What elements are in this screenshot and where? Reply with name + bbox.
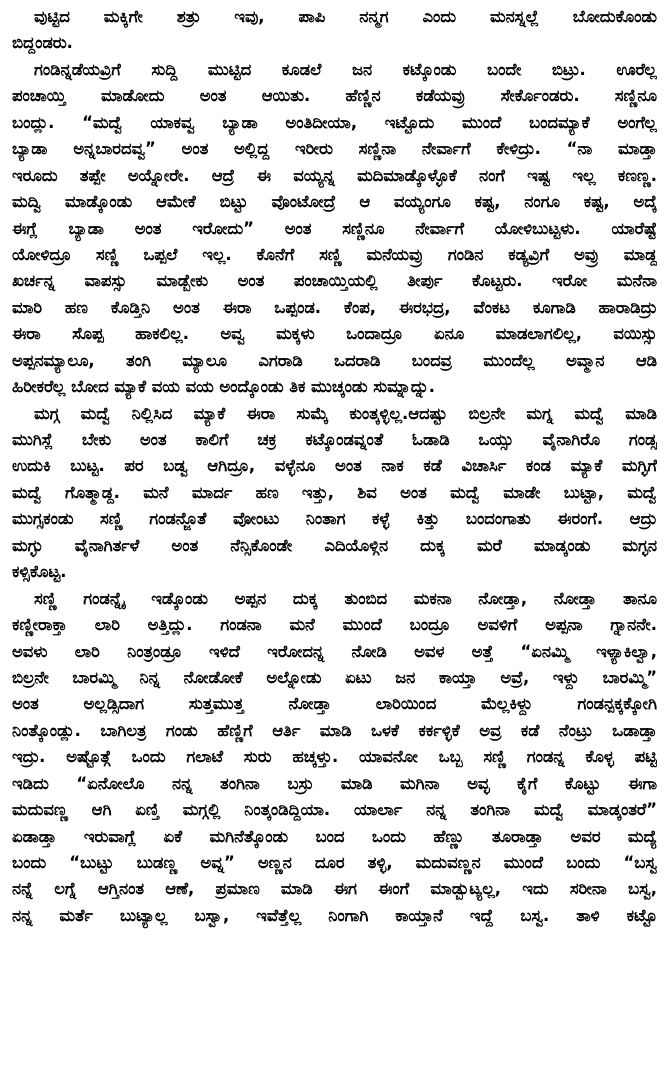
paragraph xyxy=(12,401,657,586)
text-line: ವುಟ್ಟಿದ ಮಕ್ಕಿಗೇ ಶತ್ರು ಇವು, ಪಾಪಿ ನನ್ಮಗ ಎಂದು ಮನಸ್ನಲ್ಲೆ ಬೋದುಕೊಂಡು xyxy=(34,7,657,26)
text-line: ಬ್ಯಾಡಾ ಅನ್ನಬಾರದವ್ವ” ಅಂತ ಅಲ್ಲಿದ್ದ ಇರೀರು ಸಣ್ಣಿನಾ ನೇರ್ವಾಗೆ ಕೇಳಿದ್ರು. “ನಾ ಮಾಡ್ತಾ xyxy=(12,139,657,159)
text-line: ಅಪ್ಪನಮ್ಯಾಲೂ, ತಂಗಿ ಮ್ಯಾಲೂ ಎಗರಾಡಿ ಒದರಾಡಿ ಬಂದವ್ರ ಮುಂದೆಲ್ಲ ಅವ್ಮಾನ ಆಡಿ xyxy=(12,350,657,370)
text-line: ಮುಗಿಸ್ಲೆ ಬೇಕು ಅಂತ ಕಾಲಿಗೆ ಚಕ್ರ ಕಟ್ಕೊಂಡವ್ನಂತೆ ಓಡಾಡಿ ಒಯ್ಸು ವೈನಾಗಿರೊ ಗಂಡ್ಸ xyxy=(12,430,657,449)
text-line: ಅವಳು ಲಾರಿ ನಿಂತ್ರಂಡ್ರೂ ಇಳಿದೆ ಇರೋದನ್ನ ನೋಡಿ ಅವಳ ಅತ್ತೆ “ಏನಮ್ಮಿ ಇಳ್ಯಾಕಿಲ್ವಾ, xyxy=(12,641,657,661)
paragraph xyxy=(12,4,657,57)
text-line: ಯೋಳಿದ್ರೂ ಸಣ್ಣಿ ಒಪ್ಪಲೆ ಇಲ್ಲ. ಕೊನೆಗೆ ಸಣ್ಣಿ ಮನೆಯವ್ರು ಗಂಡಿನ ಕಡ್ಯವ್ರಿಗೆ ಅವ್ರು ಮಾಡ್ದ xyxy=(12,244,657,264)
text-line: ಮಗ್ಳು ವೈನಾಗಿರ್ತಳೆ ಅಂತ ನೆನ್ಸಿಕೊಂಡೇ ಎದಿಯೊಳ್ಗಿನ ದುಕ್ಕ ಮರೆ ಮಾಡ್ಕಂಡು ಮಗ್ಳನ xyxy=(12,535,657,555)
text-line: ಮಗ್ಗ ಮದ್ವೆ ನಿಲ್ಲಿಸಿದ ಮ್ಯಾಕೆ ಈರಾ ಸುಮ್ಕೆ ಕುಂತ್ಕಳ್ಳಿಲ್ಲ.ಆದಷ್ಟು ಬಿಲ್ರನೇ ಮಗ್ನ ಮದ್ವೆ ಮಾಡಿ xyxy=(34,403,657,423)
text-line: ಕಳ್ಸಿಕೊಟ್ಟ. xyxy=(12,562,67,582)
text-line: ನನ್ನ ಮರ್ತೆ ಬುಟ್ಯಾಲ್ಲ ಬಸ್ವಾ, ಇವೆತ್ತೆಲ್ಲ ನಿಂಗಾಗಿ ಕಾಯ್ತಾನೆ ಇದ್ದೆ ಬಸ್ವ. ತಾಳಿ ಕಟ್ಟೊ xyxy=(12,905,657,925)
text-line: ಬಂದು “ಬುಟ್ಟು ಬುಡಣ್ಣ ಅವ್ನ” ಅಣ್ಣನ ದೂರ ತಳ್ಳಿ, ಮದುವಣ್ಣನ ಮುಂದೆ ಬಂದು “ಬಸ್ವ xyxy=(12,853,657,872)
text-line: ಗಂಡಿನ್ನಡೆಯವ್ರಿಗೆ ಸುದ್ದಿ ಮುಟ್ಟಿದ ಕೂಡಲೆ ಜನ ಕಟ್ಕೊಂಡು ಬಂದೇ ಬಿಟ್ರು. ಊರೆಲ್ಲ xyxy=(34,59,657,79)
text-line: ಸಣ್ಣಿ ಗಂಡನ್ನೈ ಇಡ್ಕೊಂಡು ಅಪ್ಪನ ದುಕ್ಕ ತುಂಬಿದ ಮಕನಾ ನೋಡ್ತಾ, ನೋಡ್ತಾ ತಾನೂ xyxy=(34,588,657,608)
text-line: ಇದ್ರು. ಅಷ್ಟೊತ್ಗೆ ಒಂದು ಗಲಾಟೆ ಸುರು ಹಚ್ಕಳ್ತು. ಯಾವನೋ ಒಬ್ಬ ಸಣ್ಣಿ ಗಂಡನ್ನ ಕೊಳ್ಳ ಪಟ್ಟಿ xyxy=(12,747,657,767)
text-line: ನನ್ನೆ ಲಗ್ನೆ ಆಗ್ತಿನಂತ ಆಣೆ, ಪ್ರಮಾಣ ಮಾಡಿ ಈಗ ಈಂಗೆ ಮಾಡ್ಬುಟ್ಯಲ್ಲ, ಇದು ಸರೀನಾ ಬಸ್ವ, xyxy=(12,879,657,899)
text-line: ಬಿದ್ದಂಡರು. xyxy=(12,33,73,53)
paragraph xyxy=(12,57,657,401)
text-line: ಈಗ್ಲೆ ಬ್ಯಾಡಾ ಅಂತ ಇರೋದು” ಅಂತ ಸಣ್ಣಿನೂ ನೇರ್ವಾಗೆ ಯೋಳಿಬುಟ್ಟಳು. ಯಾರೆಷ್ಟೆ xyxy=(12,218,657,238)
text-line: ಮದುವಣ್ಣ ಆಗಿ ಏಣ್ತಿ ಮಗ್ಗಲ್ಲಿ ನಿಂತ್ಕಂಡಿದ್ದಿಯಾ. ಯಾರ್ಲಾ ನನ್ನ ತಂಗಿನಾ ಮದ್ವೆ ಮಾಡ್ಕಂತರೆ” xyxy=(12,800,657,820)
text-line: ಕಣ್ಣೀರಾಕ್ತಾ ಲಾರಿ ಅತ್ತಿದ್ಲು. ಗಂಡನಾ ಮನೆ ಮುಂದೆ ಬಂದ್ರೂ ಅವಳಿಗೆ ಅಪ್ಪನಾ ಗ್ನಾನನೇ. xyxy=(12,615,657,635)
text-line: ಉದುಕಿ ಬುಟ್ಟ. ಪರ ಬಡ್ವ ಆಗಿದ್ರೂ, ವಳ್ಳೆನೂ ಅಂತ ನಾಕ ಕಡೆ ವಿಚಾರ್ಸಿ ಕಂಡ ಮ್ಯಾಕೆ ಮಗ್ಳಿಗೆ xyxy=(12,456,657,476)
text-line: ಇರೂದು ತಪ್ಪೇ ಅಯ್ನೋರೇ. ಆದ್ರೆ ಈ ವಯ್ಯನ್ನ ಮದಿಮಾಡ್ಕೊಳ್ಳೊಕೆ ನಂಗೆ ಇಷ್ಟ ಇಲ್ಲ ಕಣಣ್ಣ. xyxy=(12,165,657,185)
text-line: ಏಡಾಡ್ತಾ ಇರುವಾಗ್ಲೆ ಏಕೆ ಮಗಿನೆತ್ಕೊಂಡು ಬಂದ ಒಂದು ಹೆಣ್ಣು ತೂರಾಡ್ತಾ ಅವರ ಮದ್ಯೆ xyxy=(12,826,657,846)
text-line: ಮದ್ವಿ ಮಾಡ್ಕೊಂಡು ಆಮೇಕೆ ಬಿಟ್ಟು ವೊಂಟೋದ್ರೆ ಆ ವಯ್ಯಂಗೂ ಕಷ್ಟ, ನಂಗೂ ಕಷ್ಟ, ಅದ್ಕೆ xyxy=(12,192,657,212)
text-line: ಮುಗ್ಸಕಂಡು ಸಣ್ಣಿ ಗಂಡನ್ಜೊತೆ ವೋಂಟು ನಿಂತಾಗ ಕಳ್ಳೆ ಕಿತ್ತು ಬಂದಂಗಾತು ಈರಂಗೆ. ಆದ್ರು xyxy=(12,509,657,529)
text-line: ಖರ್ಚನ್ನ ವಾಪಸ್ಸು ಮಾಡ್ಬೇಕು ಅಂತ ಪಂಚಾಯ್ತಿಯಲ್ಲಿ ತೀರ್ಪು ಕೊಟ್ಟರು. ಇರೋ ಮನೆನಾ xyxy=(12,271,657,291)
text-line: ಈರಾ ಸೊಪ್ಪ ಹಾಕಲಿಲ್ಲ. ಅವ್ವ ಮಕ್ಕಳು ಒಂದಾದ್ರೂ ಏನೂ ಮಾಡಲಾಗಲಿಲ್ಲ, ವಯಿಸ್ಸು xyxy=(12,324,657,344)
text-line: ಬಂದ್ಲು. “ಮದ್ವೆ ಯಾಕವ್ವ ಬ್ಯಾಡಾ ಅಂತಿದೀಯಾ, ಇಟ್ಟೊದು ಮುಂದೆ ಬಂದಮ್ಯಾಕೆ ಅಂಗೆಲ್ಲ xyxy=(12,112,657,132)
text-line: ನಿಂತ್ಕೊಂಡ್ಲು. ಬಾಗಿಲತ್ರ ಗಂಡು ಹೆಣ್ಣಿಗೆ ಆರ್ತಿ ಮಾಡಿ ಒಳಕೆ ಕರ್ಕಳ್ಳಿಕೆ ಅವ್ರ ಕಡೆ ನೆಂಟ್ರು ಒಡಾಡ್ತಾ xyxy=(12,720,657,740)
text-line: ಇಡಿದು “ಏನೋಲೊ ನನ್ನ ತಂಗಿನಾ ಬಸ್ರು ಮಾಡಿ ಮಗಿನಾ ಅವ್ಳ ಕೈಗೆ ಕೊಟ್ಟು ಈಗಾ xyxy=(12,773,657,793)
text-line: ಪಂಚಾಯ್ತಿ ಮಾಡೋದು ಅಂತ ಆಯಿತು. ಹೆಣ್ಣಿನ ಕಡೆಯವ್ರು ಸೇರ್ಕೊಂಡರು. ಸಣ್ಣಿನೂ xyxy=(12,86,657,106)
text-line: ಅಂತ ಅಲ್ಲಡ್ಸಿದಾಗ ಸುತ್ತಮುತ್ತ ನೋಡ್ತಾ ಲಾರಿಯಿಂದ ಮೆಲ್ಲಕಿಳ್ದು ಗಂಡನ್ಪಕ್ಕಕ್ಕೋಗಿ xyxy=(12,694,657,714)
text-line: ಬಿಲ್ರನೇ ಬಾರಮ್ಮಿ ನಿನ್ನ ನೋಡೋಕೆ ಅಲ್ನೋಡು ಏಟು ಜನ ಕಾಯ್ತಾ ಅವ್ರೆ, ಇಳ್ದು ಬಾರಮ್ಮಿ” xyxy=(12,667,657,687)
text-line: ಹಿರೀಕರೆಲ್ಲ ಬೋದ ಮ್ಯಾಕೆ ವಯ ವಯ ಅಂದ್ಕೊಂಡು ತಿಕ ಮುಚ್ಕಂಡು ಸುಮ್ನಾದ್ನು. xyxy=(12,377,435,397)
text-line: ಮದ್ವೆ ಗೊತ್ಮಾಡ್ದ. ಮನೆ ಮಾರ್ದ ಹಣ ಇತ್ತು, ಶಿವ ಅಂತ ಮದ್ವೆ ಮಾಡೇ ಬುಟ್ಟಾ, ಮದ್ವೆ xyxy=(12,482,657,502)
text-line: ಮಾರಿ ಹಣ ಕೊಡ್ತಿನಿ ಅಂತ ಈರಾ ಒಪ್ಪಂಡ. ಕೆಂಪ, ಈರಭದ್ರ, ವೆಂಕಟ ಕೂಗಾಡಿ ಹಾರಾಡಿದ್ರು xyxy=(12,297,657,317)
paragraph xyxy=(12,586,657,930)
